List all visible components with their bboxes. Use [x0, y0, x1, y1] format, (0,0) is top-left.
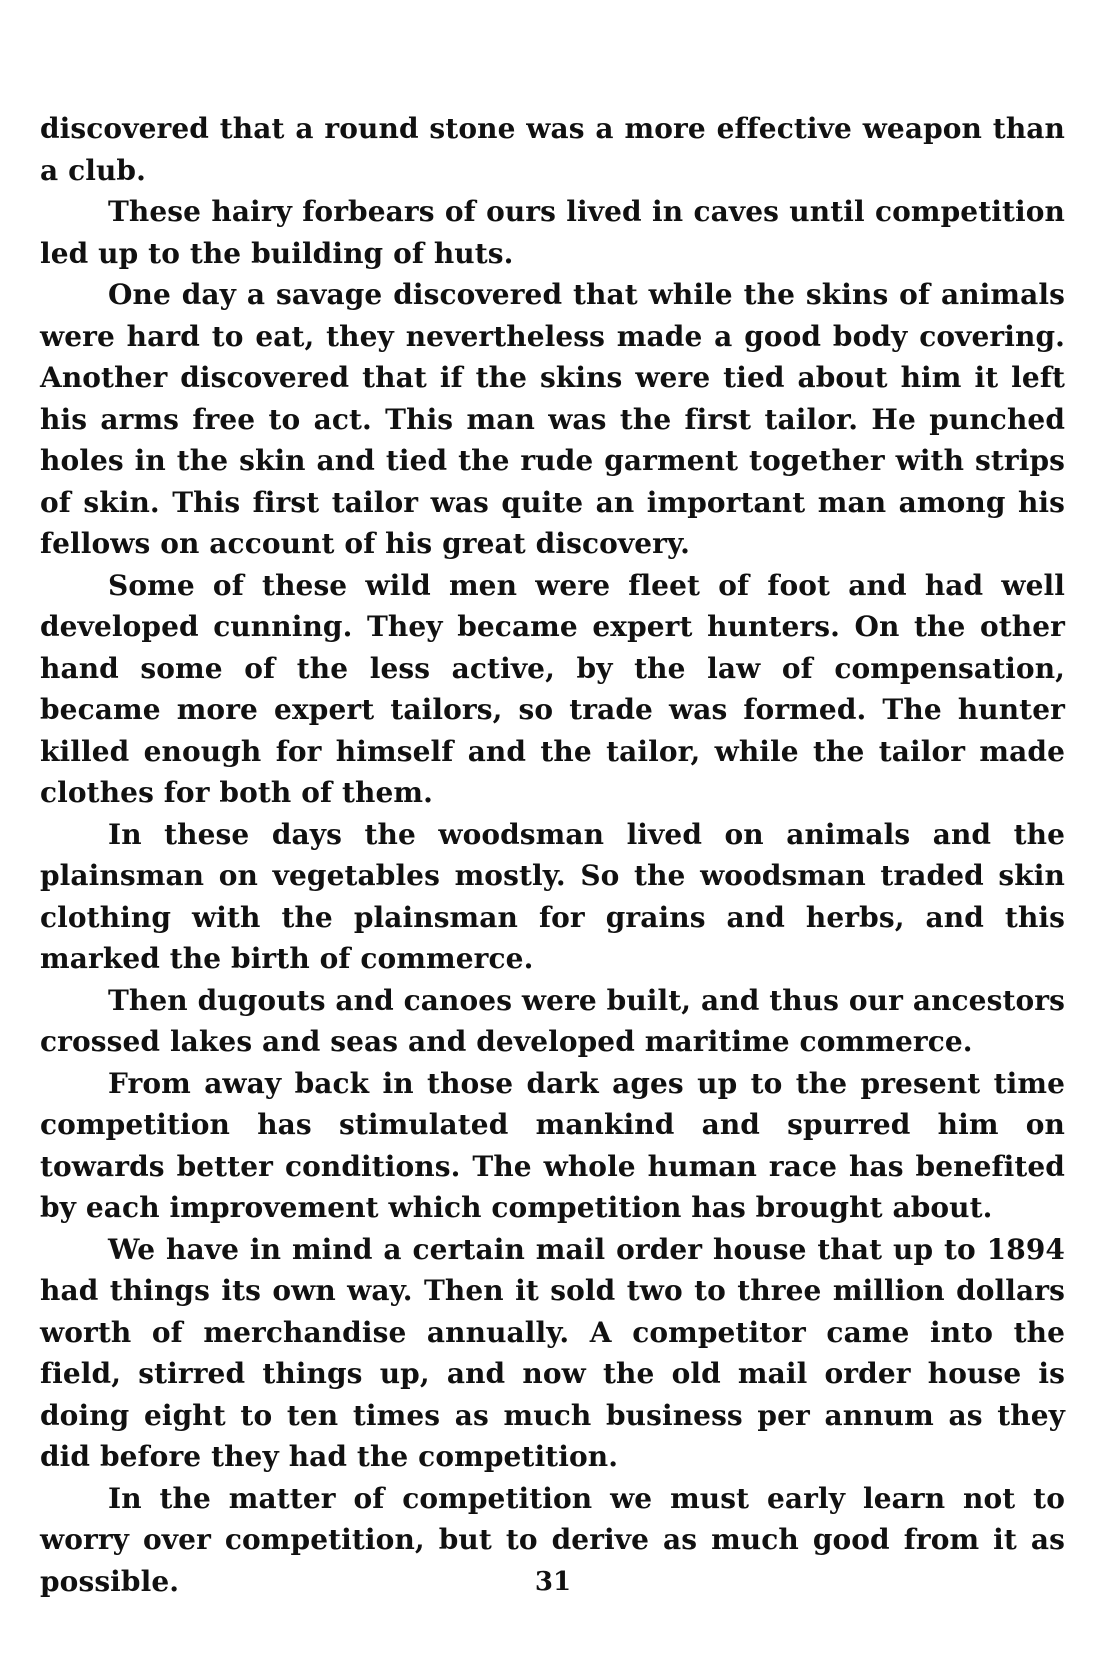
- paragraph: Some of these wild men were fleet of foot and had well developed cunning. They became expert hunters. On the other hand some of the less active, by the law of compensation, became more expert tailors, so trade was formed. The hunter killed enough for himself and the tailor, while the tailor made clothes for both of them.: [40, 568, 1065, 809]
- paragraph: In these days the woodsman lived on animals and the plainsman on vegetables mostly. So the woodsman traded skin clothing with the plainsman for grains and herbs, and this marked the birth of commerce.: [40, 817, 1065, 975]
- paragraph: Then dugouts and canoes were built, and thus our ancestors crossed lakes and seas and developed maritime commerce.: [40, 983, 1065, 1058]
- paragraph: One day a savage discovered that while the skins of animals were hard to eat, they nevertheless made a good body covering. Another discovered that if the skins were tied about him it left his arms free to act. This man was the first tailor. He punched holes in the skin and tied the rude garment together with strips of skin. This first tailor was quite an important man among his fellows on account of his great discovery.: [40, 278, 1065, 560]
- paragraph: In the matter of competition we must early learn not to worry over competition, but to derive as much good from it as possible.: [40, 1481, 1065, 1598]
- paragraph: We have in mind a certain mail order house that up to 1894 had things its own way. Then it sold two to three million dollars worth of merchandise annually. A competitor came into the field, stirred things up, and now the old mail order house is doing eight to ten times as much business per annum as they did before they had the competition.: [40, 1232, 1065, 1473]
- paragraph: These hairy forbears of ours lived in caves until competition led up to the building of huts.: [40, 195, 1065, 270]
- body-text: [40, 108, 1065, 1602]
- paragraph-continued: discovered that a round stone was a more effective weapon than a club.: [40, 112, 1065, 187]
- paragraph: From away back in those dark ages up to the present time competition has stimulated mankind and spurred him on towards better conditions. The whole human race has benefited by each improvement which competition has brought about.: [40, 1066, 1065, 1224]
- page-number: 31: [534, 1567, 572, 1597]
